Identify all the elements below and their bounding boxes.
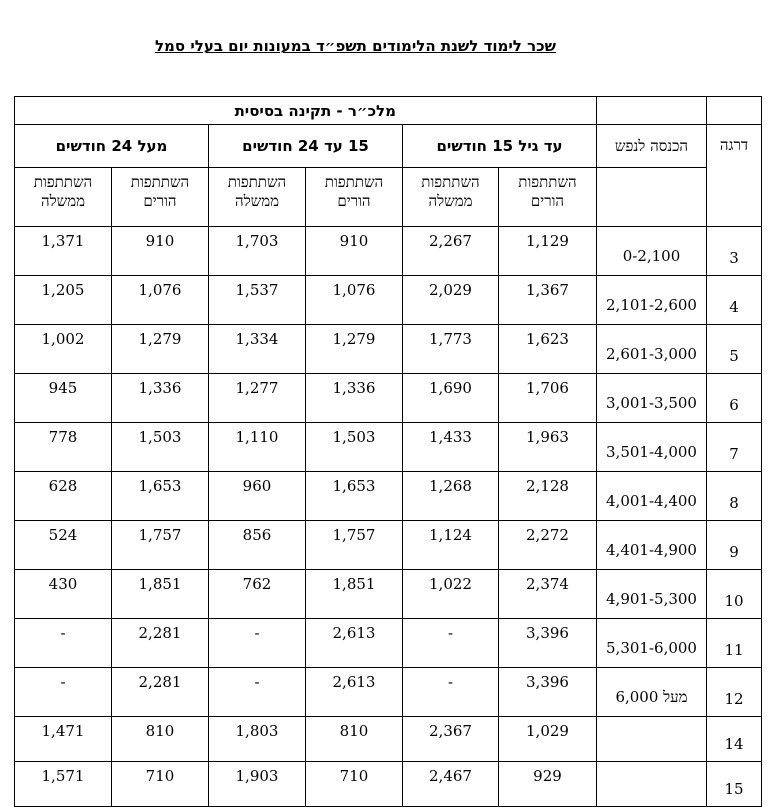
parents-share-cell: 1,279 bbox=[306, 325, 403, 374]
table-row bbox=[15, 668, 762, 717]
government-share-cell: 2,367 bbox=[403, 717, 499, 762]
level-cell: 5 bbox=[707, 325, 762, 374]
parents-share-cell: 1,963 bbox=[499, 423, 597, 472]
government-share-cell: 1,371 bbox=[15, 227, 112, 276]
parents-share-cell: 710 bbox=[306, 762, 403, 807]
table-row bbox=[15, 423, 762, 472]
table-row bbox=[15, 325, 762, 374]
government-share-cell: - bbox=[15, 668, 112, 717]
income-cell: מעל 6,000 bbox=[597, 668, 707, 717]
government-share-cell: 524 bbox=[15, 521, 112, 570]
parents-share-cell: 2,613 bbox=[306, 619, 403, 668]
header-line: השתתפות bbox=[518, 173, 577, 191]
parents-share-cell: 1,503 bbox=[306, 423, 403, 472]
government-share-cell: 1,690 bbox=[403, 374, 499, 423]
level-cell: 6 bbox=[707, 374, 762, 423]
parents-share-cell: 910 bbox=[112, 227, 209, 276]
parents-share-cell: 810 bbox=[112, 717, 209, 762]
header-line: הורים bbox=[143, 192, 177, 210]
government-share-cell: 430 bbox=[15, 570, 112, 619]
government-share-cell: - bbox=[209, 619, 306, 668]
government-share-cell: 762 bbox=[209, 570, 306, 619]
header-line: ממשלה bbox=[428, 192, 473, 210]
government-share-cell: 1,334 bbox=[209, 325, 306, 374]
government-share-cell: 1,277 bbox=[209, 374, 306, 423]
level-cell: 10 bbox=[707, 570, 762, 619]
government-share-cell: 2,267 bbox=[403, 227, 499, 276]
government-share-cell: 1,571 bbox=[15, 762, 112, 807]
parents-share-cell: 1,706 bbox=[499, 374, 597, 423]
header-line: הורים bbox=[530, 192, 565, 210]
government-share-cell: 1,537 bbox=[209, 276, 306, 325]
parents-share-cell: 1,757 bbox=[306, 521, 403, 570]
table-row bbox=[15, 276, 762, 325]
parents-share-header bbox=[499, 168, 597, 227]
parents-share-cell: 2,374 bbox=[499, 570, 597, 619]
table-row bbox=[15, 227, 762, 276]
income-cell: 3,501-4,000 bbox=[597, 423, 707, 472]
income-cell: 5,301-6,000 bbox=[597, 619, 707, 668]
parents-share-cell: 710 bbox=[112, 762, 209, 807]
government-share-cell: 2,029 bbox=[403, 276, 499, 325]
government-share-cell: 856 bbox=[209, 521, 306, 570]
level-cell: 9 bbox=[707, 521, 762, 570]
level-cell: 15 bbox=[707, 762, 762, 807]
government-share-cell: 1,124 bbox=[403, 521, 499, 570]
parents-share-cell: 3,396 bbox=[499, 668, 597, 717]
tuition-table bbox=[14, 96, 762, 807]
table-row bbox=[15, 762, 762, 807]
parents-share-cell: 1,653 bbox=[306, 472, 403, 521]
header-line: השתתפות bbox=[33, 173, 93, 191]
government-share-cell: 2,467 bbox=[403, 762, 499, 807]
page-title: שכר לימוד לשנת הלימודים תשפ״ד במעונות יום בעלי סמל bbox=[154, 37, 556, 55]
income-cell bbox=[597, 717, 707, 762]
parents-share-cell: 1,279 bbox=[112, 325, 209, 374]
government-share-cell: - bbox=[209, 668, 306, 717]
government-share-cell: - bbox=[15, 619, 112, 668]
header-line: ממשלה bbox=[234, 192, 280, 210]
level-cell: 4 bbox=[707, 276, 762, 325]
header-line: ממשלה bbox=[40, 192, 86, 210]
government-share-cell: 1,703 bbox=[209, 227, 306, 276]
parents-share-cell: 1,029 bbox=[499, 717, 597, 762]
government-share-cell: 1,110 bbox=[209, 423, 306, 472]
parents-share-cell: 1,336 bbox=[306, 374, 403, 423]
income-cell: 3,001-3,500 bbox=[597, 374, 707, 423]
header-line: השתתפות bbox=[130, 173, 190, 191]
level-cell: 14 bbox=[707, 717, 762, 762]
government-share-cell: 1,803 bbox=[209, 717, 306, 762]
level-cell: 8 bbox=[707, 472, 762, 521]
parents-share-cell: 2,281 bbox=[112, 668, 209, 717]
government-share-cell: 1,903 bbox=[209, 762, 306, 807]
level-cell: 12 bbox=[707, 668, 762, 717]
parents-share-cell: 1,076 bbox=[306, 276, 403, 325]
table-row bbox=[15, 570, 762, 619]
government-share-cell: 1,002 bbox=[15, 325, 112, 374]
parents-share-cell: 3,396 bbox=[499, 619, 597, 668]
blank-header-cell bbox=[707, 97, 762, 125]
income-cell: 2,101-2,600 bbox=[597, 276, 707, 325]
government-share-cell: 1,268 bbox=[403, 472, 499, 521]
level-cell: 3 bbox=[707, 227, 762, 276]
government-share-cell: 1,433 bbox=[403, 423, 499, 472]
government-share-cell: - bbox=[403, 668, 499, 717]
parents-share-header bbox=[306, 168, 403, 227]
government-share-cell: 1,471 bbox=[15, 717, 112, 762]
parents-share-cell: 929 bbox=[499, 762, 597, 807]
blank-header-cell bbox=[597, 97, 707, 125]
table-row bbox=[15, 521, 762, 570]
government-share-cell: 960 bbox=[209, 472, 306, 521]
parents-share-cell: 1,851 bbox=[112, 570, 209, 619]
government-share-cell: 1,022 bbox=[403, 570, 499, 619]
table-row bbox=[15, 472, 762, 521]
income-cell: 4,001-4,400 bbox=[597, 472, 707, 521]
parents-share-cell: 1,757 bbox=[112, 521, 209, 570]
table-row bbox=[15, 717, 762, 762]
income-cell: 4,401-4,900 bbox=[597, 521, 707, 570]
parents-share-cell: 1,851 bbox=[306, 570, 403, 619]
parents-share-cell: 810 bbox=[306, 717, 403, 762]
government-share-header bbox=[403, 168, 499, 227]
header-line: השתתפות bbox=[324, 173, 384, 191]
blank-header-cell bbox=[597, 168, 707, 227]
table-row bbox=[15, 619, 762, 668]
parents-share-cell: 1,367 bbox=[499, 276, 597, 325]
parents-share-cell: 910 bbox=[306, 227, 403, 276]
level-cell: 7 bbox=[707, 423, 762, 472]
table-row bbox=[15, 374, 762, 423]
age-group-header: 15 עד 24 חודשים bbox=[209, 125, 403, 168]
parents-share-cell: 1,129 bbox=[499, 227, 597, 276]
parents-share-cell: 2,272 bbox=[499, 521, 597, 570]
income-cell bbox=[597, 762, 707, 807]
parents-share-cell: 1,623 bbox=[499, 325, 597, 374]
government-share-cell: - bbox=[403, 619, 499, 668]
parents-share-cell: 1,503 bbox=[112, 423, 209, 472]
header-line: השתתפות bbox=[421, 173, 480, 191]
government-share-cell: 628 bbox=[15, 472, 112, 521]
government-share-header bbox=[15, 168, 112, 227]
level-column-header: דרגה bbox=[707, 125, 762, 227]
parents-share-header bbox=[112, 168, 209, 227]
parents-share-cell: 1,653 bbox=[112, 472, 209, 521]
income-column-header: הכנסה לנפש bbox=[597, 125, 707, 168]
age-group-header: מעל 24 חודשים bbox=[15, 125, 209, 168]
government-share-header bbox=[209, 168, 306, 227]
basic-staffing-header: מלכ״ר - תקינה בסיסית bbox=[15, 97, 597, 125]
header-line: השתתפות bbox=[227, 173, 287, 191]
government-share-cell: 778 bbox=[15, 423, 112, 472]
header-line: הורים bbox=[337, 192, 371, 210]
income-cell: 2,601-3,000 bbox=[597, 325, 707, 374]
parents-share-cell: 2,128 bbox=[499, 472, 597, 521]
government-share-cell: 945 bbox=[15, 374, 112, 423]
income-cell: 4,901-5,300 bbox=[597, 570, 707, 619]
parents-share-cell: 2,613 bbox=[306, 668, 403, 717]
government-share-cell: 1,773 bbox=[403, 325, 499, 374]
level-cell: 11 bbox=[707, 619, 762, 668]
parents-share-cell: 1,076 bbox=[112, 276, 209, 325]
income-cell: 0-2,100 bbox=[597, 227, 707, 276]
age-group-header: עד גיל 15 חודשים bbox=[403, 125, 597, 168]
parents-share-cell: 1,336 bbox=[112, 374, 209, 423]
parents-share-cell: 2,281 bbox=[112, 619, 209, 668]
government-share-cell: 1,205 bbox=[15, 276, 112, 325]
